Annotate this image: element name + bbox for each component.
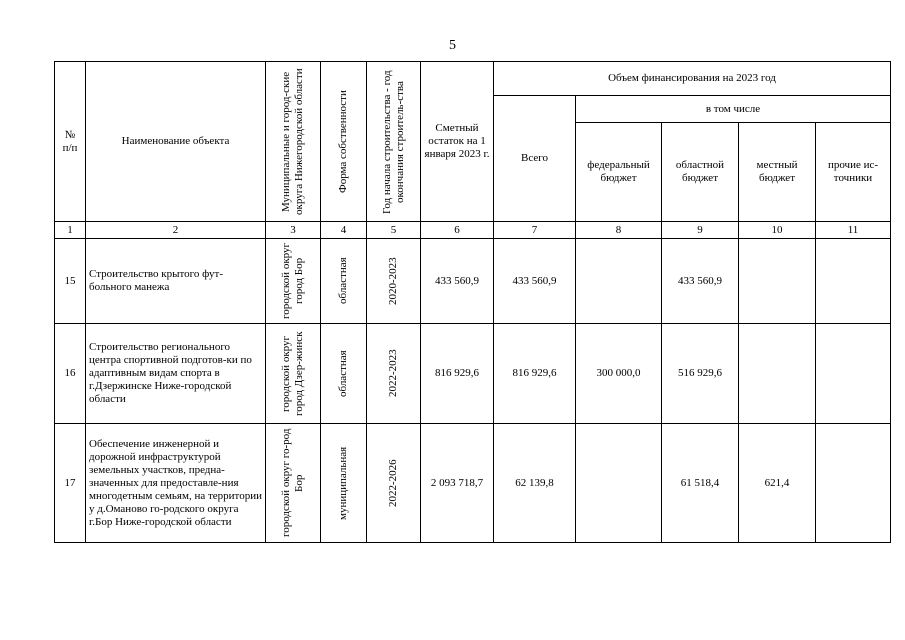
row-name: Строительство крытого фут-больного манежа: [86, 239, 266, 324]
row-ownership: муниципальная: [321, 424, 367, 543]
column-number: 10: [739, 222, 816, 239]
row-regional: 61 518,4: [662, 424, 739, 543]
row-other: [816, 239, 891, 324]
financing-table: [54, 61, 891, 543]
row-federal: 300 000,0: [576, 324, 662, 424]
header-municipality: Муниципальные и город-ские округа Нижегородской области: [266, 62, 321, 222]
header-other: прочие ис-точники: [816, 123, 891, 222]
header-local: местный бюджет: [739, 123, 816, 222]
column-number: 9: [662, 222, 739, 239]
row-years: 2022-2026: [367, 424, 421, 543]
row-federal: [576, 239, 662, 324]
row-local: 621,4: [739, 424, 816, 543]
row-num: 16: [55, 324, 86, 424]
row-regional: 433 560,9: [662, 239, 739, 324]
table-row: [55, 324, 891, 424]
row-name: Строительство регионального центра спортивной подготов-ки по адаптивным видам спорта в г.Дзержинске Ниже-городской области: [86, 324, 266, 424]
row-ownership: областная: [321, 239, 367, 324]
column-numbers-row: [55, 222, 891, 239]
column-number: 11: [816, 222, 891, 239]
row-local: [739, 324, 816, 424]
row-local: [739, 239, 816, 324]
column-number: 8: [576, 222, 662, 239]
row-total: 62 139,8: [494, 424, 576, 543]
row-years: 2022-2023: [367, 324, 421, 424]
row-other: [816, 424, 891, 543]
row-estimate: 2 093 718,7: [421, 424, 494, 543]
header-estimate: Сметный остаток на 1 января 2023 г.: [421, 62, 494, 222]
column-number: 3: [266, 222, 321, 239]
column-number: 6: [421, 222, 494, 239]
column-number: 7: [494, 222, 576, 239]
row-municipality: городской округ го-род Бор: [266, 424, 321, 543]
row-num: 17: [55, 424, 86, 543]
row-num: 15: [55, 239, 86, 324]
row-estimate: 433 560,9: [421, 239, 494, 324]
row-municipality: городской округ город Бор: [266, 239, 321, 324]
header-federal: федеральный бюджет: [576, 123, 662, 222]
row-estimate: 816 929,6: [421, 324, 494, 424]
header-including: в том числе: [576, 96, 891, 123]
row-name: Обеспечение инженерной и дорожной инфраструктурой земельных участков, предна-значенных для предоставле-ния многодетным семьям, на территории у д.Оманово го-родского округа г.Бор Ниже-городской области: [86, 424, 266, 543]
header-num: № п/п: [55, 62, 86, 222]
column-number: 1: [55, 222, 86, 239]
row-years: 2020-2023: [367, 239, 421, 324]
header-ownership: Форма собственности: [321, 62, 367, 222]
row-other: [816, 324, 891, 424]
header-funding: Объем финансирования на 2023 год: [494, 62, 891, 96]
row-total: 433 560,9: [494, 239, 576, 324]
row-ownership: областная: [321, 324, 367, 424]
header-total: Всего: [494, 96, 576, 222]
table-row: [55, 239, 891, 324]
column-number: 4: [321, 222, 367, 239]
row-regional: 516 929,6: [662, 324, 739, 424]
header-regional: областной бюджет: [662, 123, 739, 222]
row-federal: [576, 424, 662, 543]
row-total: 816 929,6: [494, 324, 576, 424]
table-row: [55, 424, 891, 543]
page-number: 5: [449, 38, 456, 53]
header-row-1: [55, 62, 891, 96]
row-municipality: городской округ город Дзер-жинск: [266, 324, 321, 424]
header-years: Год начала строительства - год окончания строитель-ства: [367, 62, 421, 222]
column-number: 5: [367, 222, 421, 239]
column-number: 2: [86, 222, 266, 239]
header-name: Наименование объекта: [86, 62, 266, 222]
